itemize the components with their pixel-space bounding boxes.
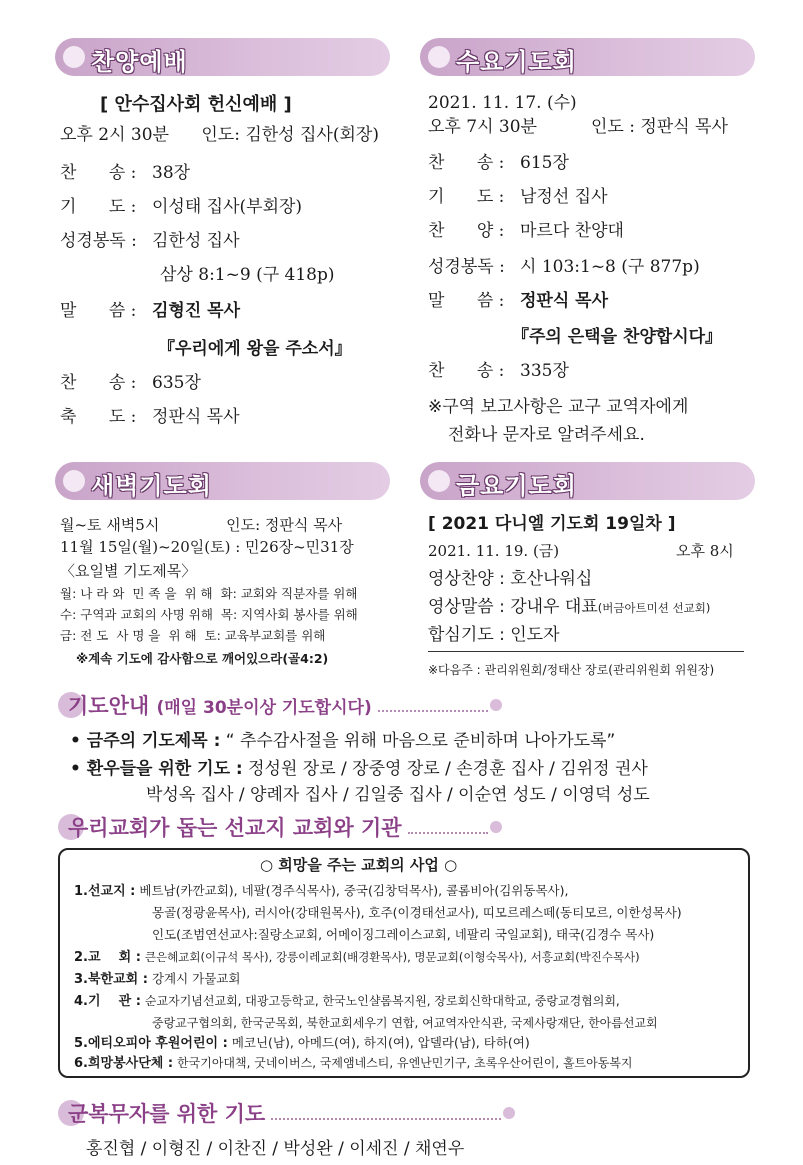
label: 영상말씀 :	[428, 597, 505, 617]
dawn-line2: 11월 15일(월)~20일(토) : 민26장~민31장	[60, 538, 354, 556]
label: 기 도 :	[428, 187, 505, 207]
value: “ 추수감사절을 위해 마음으로 준비하며 나아가도록”	[225, 731, 616, 751]
dawn-topics-head: 〈요일별 기도제목〉	[60, 562, 197, 580]
value: 335장	[520, 361, 569, 381]
dawn-verse: ※계속 기도에 감사함으로 깨어있으라(골4:2)	[76, 651, 329, 666]
label: 찬 송 :	[428, 153, 505, 173]
section-header-prayer-guide	[58, 690, 484, 720]
label: 말 씀 :	[60, 301, 137, 321]
org: (버금아트미션 선교회)	[597, 601, 711, 615]
worship-prayer	[60, 196, 302, 218]
friday-joint-prayer	[428, 624, 560, 646]
value: 큰은혜교회(이규석 목사), 강릉이레교회(배경환목사), 명문교회(이형숙목사), 서흥교회(박진수목사)	[144, 950, 640, 964]
label: 3.북한교회 :	[74, 972, 148, 987]
prayer-item-2	[70, 758, 648, 780]
header-dot-icon	[428, 46, 450, 68]
section-title: 수요기도회	[456, 48, 577, 76]
friday-next-week: ※다음주 : 관리위원회/정태산 장로(관리위원회 위원장)	[428, 663, 715, 677]
value: 한국기아대책, 굿네이버스, 국제앰네스티, 유엔난민기구, 초록우산어린이, 홀트아동복지	[177, 1056, 633, 1070]
wed-date: 2021. 11. 17. (수)	[428, 93, 577, 113]
label: 2.교 회 :	[74, 950, 141, 965]
value: 메코닌(남), 아메드(여), 하지(여), 압델라(남), 타하(여)	[231, 1035, 530, 1050]
label: 4.기 관 :	[74, 994, 141, 1009]
worship-blessing	[60, 406, 240, 428]
worship-hymn2	[60, 372, 201, 394]
wed-hymn1	[428, 152, 569, 174]
label: 성경봉독 :	[428, 257, 505, 277]
label: 합심기도 :	[428, 625, 505, 645]
friday-video-praise	[428, 568, 592, 590]
end-dot-icon	[490, 821, 502, 833]
friday-time: 오후 8시	[676, 542, 734, 560]
value: 강계시 가물교회	[151, 971, 241, 986]
dotted-leader	[408, 832, 488, 834]
value: 남정선 집사	[520, 187, 608, 207]
mission-line-3	[74, 970, 240, 989]
section-title: 기도안내	[68, 694, 150, 718]
mission-line-1b: 몽골(정광윤목사), 러시아(강태원목사), 호주(이경태선교사), 띠모르레스떼(동티모르, 이한성목사)	[152, 905, 682, 920]
value: 강내우 대표	[510, 597, 598, 617]
value: 38장	[152, 163, 191, 183]
wed-note-2: 전화나 문자로 알려주세요.	[448, 425, 645, 445]
dawn-topic-3: 금: 전 도 사 명 을 위 해 토: 교육부교회를 위해	[60, 628, 326, 643]
value: 호산나워십	[510, 569, 593, 589]
label: • 금주의 기도제목 :	[70, 731, 221, 751]
value: 정판식 목사	[152, 407, 240, 427]
label: 찬 송 :	[60, 373, 137, 393]
label: 기 도 :	[60, 197, 137, 217]
wed-sermon-title: 『주의 은택을 찬양합시다』	[512, 327, 723, 347]
mission-line-2	[74, 948, 640, 967]
dawn-topic-1: 월: 나 라 와 민 족 을 위 해 화: 교회와 직분자를 위해	[60, 586, 358, 601]
header-dot-icon	[63, 470, 85, 492]
friday-divider	[428, 651, 744, 652]
section-header-friday-prayer	[420, 462, 755, 500]
section-subtitle: (매일 30분이상 기도합시다)	[156, 698, 372, 718]
section-title: 금요기도회	[456, 472, 577, 500]
mission-line-1	[74, 882, 568, 901]
dawn-line1: 월~토 새벽5시 인도: 정판식 목사	[60, 516, 343, 534]
box-title: ○ 희망을 주는 교회의 사업 ○	[260, 856, 458, 874]
section-title: 우리교회가 돕는 선교지 교회와 기관	[68, 816, 402, 840]
label: 성경봉독 :	[60, 231, 137, 251]
mission-line-5	[74, 1034, 530, 1053]
value: 시 103:1~8 (구 877p)	[520, 257, 700, 277]
value: 635장	[152, 373, 201, 393]
dawn-topic-2: 수: 구역과 교회의 사명 위해 목: 지역사회 봉사를 위해	[60, 607, 358, 622]
worship-time: 오후 2시 30분 인도: 김한성 집사(회장)	[60, 125, 379, 145]
worship-reading	[60, 230, 240, 252]
worship-reading-ref: 삼상 8:1~9 (구 418p)	[160, 265, 335, 285]
wed-sermon	[428, 290, 608, 312]
header-dot-icon	[428, 470, 450, 492]
section-header-wednesday-prayer	[420, 38, 755, 76]
prayer-item-1	[70, 730, 615, 752]
value: 김한성 집사	[152, 231, 240, 251]
friday-date: 2021. 11. 19. (금)	[428, 542, 560, 560]
section-header-missions	[58, 812, 484, 842]
missions-box	[58, 848, 750, 1078]
worship-sermon-title: 『우리에게 왕을 주소서』	[158, 339, 352, 359]
section-title-wrap	[68, 690, 372, 720]
label: 영상찬양 :	[428, 569, 505, 589]
wed-choir	[428, 220, 624, 242]
wed-note-1: ※구역 보고사항은 교구 교역자에게	[428, 397, 689, 417]
soldier-names: 홍진협 / 이형진 / 이찬진 / 박성완 / 이세진 / 채연우	[86, 1139, 465, 1159]
value: 베트남(카깐교회), 네팔(경주식목사), 중국(김창덕목사), 콜롬비아(김위동목사),	[139, 883, 569, 898]
friday-video-word	[428, 596, 710, 619]
label: 찬 양 :	[428, 221, 505, 241]
dotted-leader	[378, 710, 488, 712]
friday-subtitle: [ 2021 다니엘 기도회 19일차 ]	[428, 514, 676, 534]
section-header-dawn-prayer	[55, 462, 390, 500]
mission-line-4	[74, 992, 620, 1011]
worship-sermon	[60, 300, 240, 322]
mission-line-1c: 인도(조범연선교사:질랑소교회, 어메이징그레이스교회, 네팔리 국일교회), 태국(김경수 목사)	[152, 927, 655, 942]
prayer-item-2-cont: 박성옥 집사 / 양례자 집사 / 김일중 집사 / 이순연 성도 / 이영덕 성도	[146, 785, 650, 805]
end-dot-icon	[503, 1107, 515, 1119]
dotted-leader	[271, 1118, 501, 1120]
section-header-soldiers	[58, 1098, 497, 1128]
mission-line-6	[74, 1054, 633, 1073]
section-title: 새벽기도회	[91, 472, 212, 500]
label: 축 도 :	[60, 407, 137, 427]
label: 말 씀 :	[428, 291, 505, 311]
section-header-sunday-worship	[55, 38, 390, 76]
mission-line-4b: 중랑교구협의회, 한국군목회, 북한교회세우기 연합, 여교역자안식관, 국제사랑재단, 한아름선교회	[152, 1016, 658, 1030]
header-dot-icon	[63, 46, 85, 68]
value: 인도자	[510, 625, 560, 645]
label: • 환우들을 위한 기도 :	[70, 759, 243, 779]
label: 6.희망봉사단체 :	[74, 1056, 174, 1071]
end-dot-icon	[490, 699, 502, 711]
value: 615장	[520, 153, 569, 173]
wed-prayer	[428, 186, 608, 208]
wed-reading	[428, 256, 700, 278]
worship-hymn1	[60, 162, 190, 184]
section-title: 군복무자를 위한 기도	[68, 1102, 266, 1126]
label: 5.에티오피아 후원어린이 :	[74, 1036, 228, 1051]
label: 찬 송 :	[428, 361, 505, 381]
label: 찬 송 :	[60, 163, 137, 183]
wed-hymn2	[428, 360, 569, 382]
value: 마르다 찬양대	[520, 221, 624, 241]
wed-time: 오후 7시 30분 인도 : 정판식 목사	[428, 117, 728, 137]
value: 순교자기념선교회, 대광고등학교, 한국노인샬롬복지원, 장로회신학대학교, 중랑교경협의회,	[144, 994, 620, 1008]
section-title: 찬양예배	[91, 48, 188, 76]
value: 이성태 집사(부회장)	[152, 197, 303, 217]
value: 정성원 장로 / 장중영 장로 / 손경훈 집사 / 김위정 권사	[248, 759, 648, 779]
value: 김형진 목사	[152, 301, 241, 321]
value: 정판식 목사	[520, 291, 609, 311]
label: 1.선교지 :	[74, 884, 136, 899]
worship-subtitle: [ 안수집사회 헌신예배 ]	[100, 94, 292, 115]
